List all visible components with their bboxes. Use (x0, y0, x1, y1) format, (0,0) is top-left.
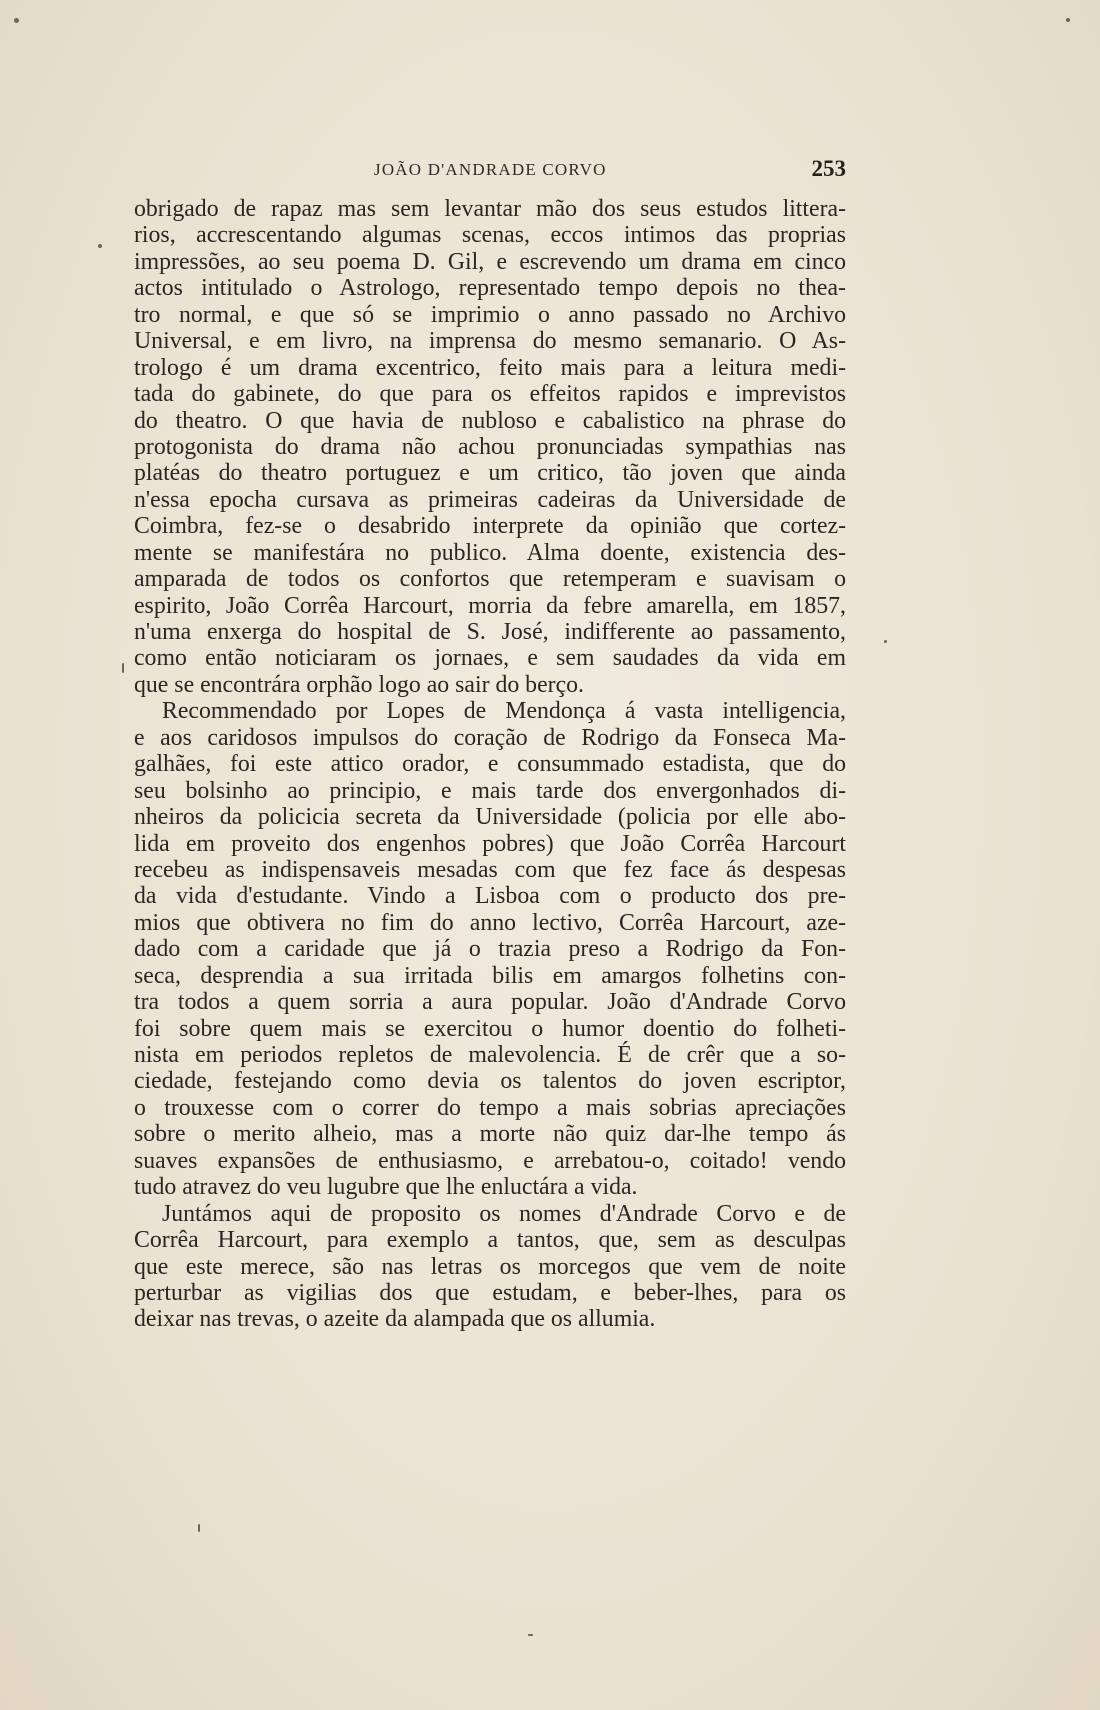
text-line: recebeu as indispensaveis mesadas com que fez face ás despesas (134, 856, 846, 883)
text-line: suaves expansões de enthusiasmo, e arrebatou-o, coitado! vendo (134, 1147, 846, 1174)
text-line: impressões, ao seu poema D. Gil, e escrevendo um drama em cinco (134, 248, 846, 275)
text-line: nheiros da policicia secreta da Universidade (policia por elle abo- (134, 804, 846, 831)
text-line: galhães, foi este attico orador, e consummado estadista, que do (134, 751, 846, 778)
text-line: amparada de todos os confortos que retemperam e suavisam o (134, 566, 846, 593)
text-line: tudo atravez do veu lugubre que lhe enluctára a vida. (134, 1174, 638, 1201)
text-line: tro normal, e que só se imprimio o anno passado no Archivo (134, 301, 846, 328)
text-line: platéas do theatro portuguez e um critico, tão joven que ainda (134, 460, 846, 487)
text-line: rios, accrescentando algumas scenas, eccos intimos das proprias (134, 222, 846, 249)
text-line: e aos caridosos impulsos do coração de Rodrigo da Fonseca Ma- (134, 724, 846, 751)
text-line: mios que obtivera no fim do anno lectivo, Corrêa Harcourt, aze- (134, 909, 846, 936)
text-line: seu bolsinho ao principio, e mais tarde dos envergonhados di- (134, 777, 846, 804)
text-line: n'essa epocha cursava as primeiras cadeiras da Universidade de (134, 486, 846, 513)
text-line: perturbar as vigilias dos que estudam, e beber-lhes, para os (134, 1279, 846, 1306)
page-number: 253 (811, 156, 846, 181)
text-line: que se encontrára orphão logo ao sair do berço. (134, 671, 584, 698)
text-line: sobre o merito alheio, mas a morte não quiz dar-lhe tempo ás (134, 1121, 846, 1148)
text-line: tada do gabinete, do que para os effeitos rapidos e imprevistos (134, 381, 846, 408)
text-line: foi sobre quem mais se exercitou o humor doentio do folheti- (134, 1015, 846, 1042)
text-line: tra todos a quem sorria a aura popular. João d'Andrade Corvo (134, 989, 846, 1016)
text-line: Universal, e em livro, na imprensa do mesmo semanario. O As- (134, 328, 846, 355)
text-line: ciedade, festejando como devia os talentos do joven escriptor, (134, 1068, 846, 1095)
text-line: nista em periodos repletos de malevolencia. É de crêr que a so- (134, 1042, 846, 1068)
running-title: JOÃO D'ANDRADE CORVO (374, 160, 607, 179)
text-line: que este merece, são nas letras os morcegos que vem de noite (134, 1253, 846, 1280)
text-line: o trouxesse com o correr do tempo a mais sobrias apreciações (134, 1094, 846, 1121)
text-line: lida em proveito dos engenhos pobres) que João Corrêa Harcourt (134, 830, 846, 857)
page-header (134, 156, 846, 188)
text-line: Juntámos aqui de proposito os nomes d'Andrade Corvo e de (162, 1200, 846, 1227)
body-text (134, 196, 846, 1333)
text-line: trologo é um drama excentrico, feito mais para a leitura medi- (134, 354, 846, 381)
text-line: protogonista do drama não achou pronunciadas sympathias nas (134, 433, 846, 460)
text-line: dado com a caridade que já o trazia preso a Rodrigo da Fon- (134, 936, 846, 963)
text-line: da vida d'estudante. Vindo a Lisboa com o producto dos pre- (134, 883, 846, 910)
text-line: Corrêa Harcourt, para exemplo a tantos, que, sem as desculpas (134, 1227, 846, 1254)
text-line: mente se manifestára no publico. Alma doente, existencia des- (134, 539, 846, 566)
text-line: como então noticiaram os jornaes, e sem saudades da vida em (134, 645, 846, 672)
text-line: n'uma enxerga do hospital de S. José, indifferente ao passamento, (134, 619, 846, 645)
text-line: actos intitulado o Astrologo, representado tempo depois no thea- (134, 275, 846, 302)
text-line: obrigado de rapaz mas sem levantar mão dos seus estudos littera- (134, 196, 846, 222)
text-line: Recommendado por Lopes de Mendonça á vasta intelligencia, (162, 698, 846, 725)
text-line: Coimbra, fez-se o desabrido interprete da opinião que cortez- (134, 513, 846, 540)
text-line: seca, desprendia a sua irritada bilis em amargos folhetins con- (134, 962, 846, 989)
text-line: espirito, João Corrêa Harcourt, morria da febre amarella, em 1857, (134, 592, 846, 619)
text-line: deixar nas trevas, o azeite da alampada que os allumia. (134, 1306, 656, 1333)
text-line: do theatro. O que havia de nubloso e cabalistico na phrase do (134, 407, 846, 434)
